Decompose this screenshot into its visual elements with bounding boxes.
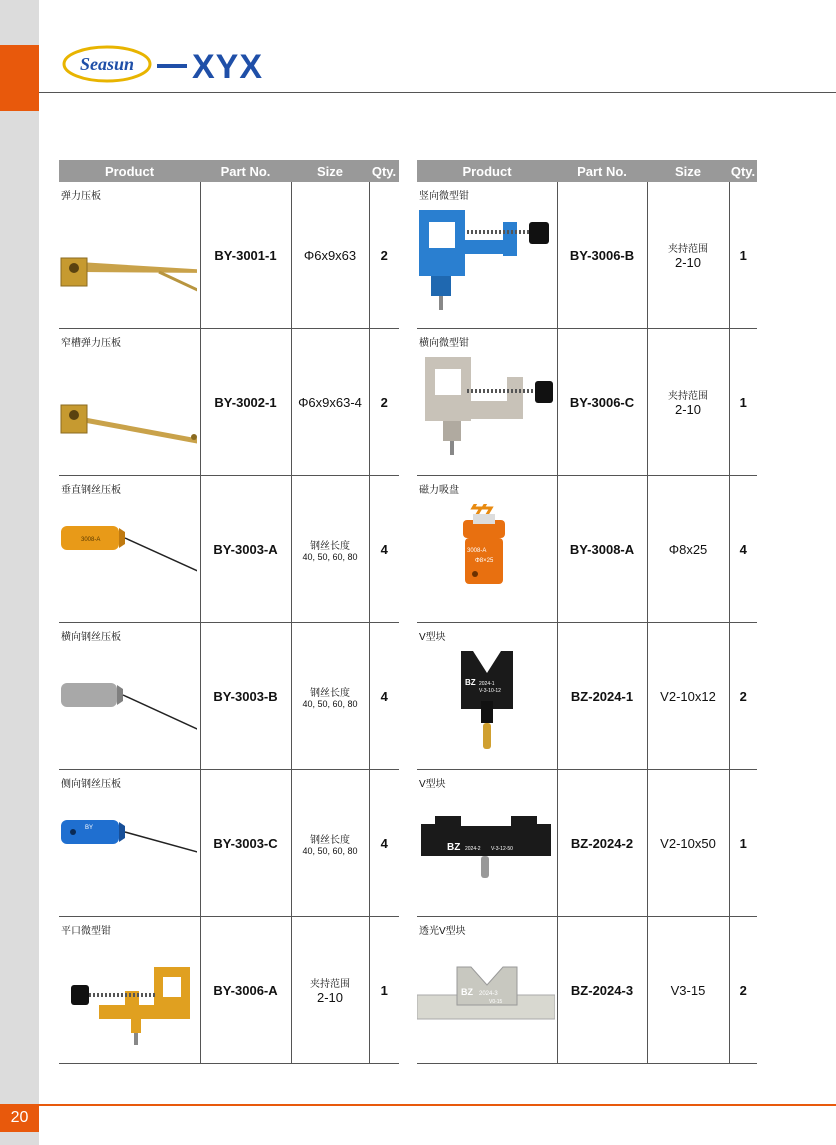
vblock2-label-a: BZ <box>447 842 461 853</box>
qty-value: 4 <box>380 541 388 557</box>
size-value: 40, 50, 60, 80 <box>302 845 358 856</box>
size-label: 夹持范围 <box>310 979 350 990</box>
blue-vertical-vise-image <box>417 210 555 320</box>
footer-rule <box>0 1104 836 1106</box>
orange-side-tab <box>0 45 39 111</box>
qty-value: 4 <box>380 835 388 851</box>
table-row <box>417 917 757 1064</box>
col-qty: Qty. <box>729 160 757 182</box>
size-label: 钢丝长度 <box>310 687 350 699</box>
product-name: 平口微型钳 <box>61 926 111 937</box>
left-sidebar <box>0 0 39 1145</box>
clear-label-b: 2024-3 <box>479 991 498 997</box>
table-row <box>417 329 757 476</box>
size-value: 2-10 <box>316 990 344 1005</box>
product-cell <box>417 623 557 770</box>
logo-text: Seasun <box>79 54 135 74</box>
table-row <box>59 476 399 623</box>
product-cell <box>59 917 200 1064</box>
magnet-label-2: Φ8×25 <box>475 558 494 564</box>
col-product: Product <box>417 160 557 182</box>
size-label: 夹持范围 <box>668 244 708 255</box>
table-row <box>417 182 757 329</box>
v-block-wide-image <box>417 798 555 908</box>
table-row <box>417 476 757 623</box>
product-cell <box>417 182 557 329</box>
qty-value: 2 <box>739 688 747 704</box>
gold-mini-vise-image <box>59 945 197 1055</box>
product-cell <box>417 329 557 476</box>
qty-value: 4 <box>380 688 388 704</box>
product-name: V型块 <box>419 632 446 643</box>
size-value: 40, 50, 60, 80 <box>302 551 358 562</box>
part-number: BY-3006-A <box>213 982 278 998</box>
part-number: BY-3002-1 <box>214 394 277 410</box>
product-name: 弹力压板 <box>61 191 101 202</box>
size-label: 钢丝长度 <box>310 540 350 552</box>
qty-value: 1 <box>739 247 747 263</box>
size-value: V3-15 <box>670 982 706 998</box>
product-name: 侧向钢丝压板 <box>61 779 121 790</box>
col-size: Size <box>291 160 369 182</box>
size-label: 钢丝长度 <box>310 834 350 846</box>
table-header <box>417 160 757 182</box>
product-name: 横向钢丝压板 <box>61 632 121 643</box>
table-row <box>59 623 399 770</box>
brass-clamp-lever-narrow-image <box>59 357 197 467</box>
size-label: 夹持范围 <box>668 391 708 402</box>
vblock2-label-b: 2024-2 <box>465 846 481 852</box>
size-value: Φ6x9x63 <box>303 247 357 263</box>
silver-horizontal-vise-image <box>417 357 555 467</box>
product-name: 透光V型块 <box>419 926 466 937</box>
magnetic-chuck-image <box>417 504 555 614</box>
part-number: BY-3003-B <box>213 688 278 704</box>
product-cell <box>417 917 557 1064</box>
magnet-label-1: 3008-A <box>467 548 487 554</box>
col-product: Product <box>59 160 200 182</box>
size-value: Φ6x9x63-4 <box>298 394 362 410</box>
blue-clamp-label: BY <box>85 825 94 831</box>
part-number: BZ-2024-3 <box>570 982 634 998</box>
qty-value: 2 <box>380 247 388 263</box>
clear-v-block-image <box>417 945 555 1055</box>
v-block-small-image <box>417 651 555 761</box>
brand-name: XYX <box>192 48 264 86</box>
qty-value: 4 <box>739 541 747 557</box>
size-value: 40, 50, 60, 80 <box>302 698 358 709</box>
logo-dash <box>157 64 187 68</box>
blue-wire-clamp-image <box>59 798 197 908</box>
col-part-no: Part No. <box>557 160 647 182</box>
gold-wire-label: 3008-A <box>81 537 101 543</box>
product-cell <box>417 476 557 623</box>
product-name: 窄槽弹力压板 <box>61 338 121 349</box>
col-qty: Qty. <box>369 160 399 182</box>
size-value: 2-10 <box>674 255 702 270</box>
clear-label-a: BZ <box>461 987 473 997</box>
product-name: 竖向微型钳 <box>419 191 469 202</box>
header-rule <box>39 92 836 93</box>
right-product-table <box>417 160 757 1064</box>
table-row <box>417 770 757 917</box>
product-cell <box>59 329 200 476</box>
product-name: 磁力吸盘 <box>419 485 459 496</box>
product-cell <box>59 623 200 770</box>
part-number: BY-3008-A <box>569 541 635 557</box>
size-value: Φ8x25 <box>668 541 708 557</box>
table-row <box>59 182 399 329</box>
qty-value: 1 <box>380 982 388 998</box>
part-number: BY-3006-C <box>569 394 635 410</box>
col-size: Size <box>647 160 729 182</box>
product-name: V型块 <box>419 779 446 790</box>
table-row <box>59 329 399 476</box>
table-header <box>59 160 399 182</box>
size-value: V2-10x50 <box>660 835 716 851</box>
qty-value: 2 <box>380 394 388 410</box>
vblock1-label-a: BZ <box>465 678 476 687</box>
qty-value: 1 <box>739 835 747 851</box>
left-product-table <box>59 160 399 1064</box>
col-part-no: Part No. <box>200 160 291 182</box>
part-number: BZ-2024-1 <box>570 688 634 704</box>
product-name: 垂直钢丝压板 <box>61 485 121 496</box>
product-cell <box>59 770 200 917</box>
part-number: BY-3001-1 <box>214 247 277 263</box>
vblock1-label-b: 2024-1 <box>479 681 495 687</box>
qty-value: 2 <box>739 982 747 998</box>
part-number: BZ-2024-2 <box>570 835 634 851</box>
size-value: 2-10 <box>674 402 702 417</box>
part-number: BY-3003-A <box>213 541 278 557</box>
part-number: BY-3006-B <box>569 247 635 263</box>
size-value: V2-10x12 <box>660 688 716 704</box>
qty-value: 1 <box>739 394 747 410</box>
table-row <box>59 917 399 1064</box>
product-cell <box>59 182 200 329</box>
seasun-logo <box>62 44 152 84</box>
vblock1-label-c: V-3-10-12 <box>479 688 501 694</box>
vblock2-label-c: V-3-12-50 <box>491 846 513 852</box>
gold-wire-clamp-image <box>59 504 197 614</box>
product-cell <box>59 476 200 623</box>
part-number: BY-3003-C <box>213 835 278 851</box>
product-cell <box>417 770 557 917</box>
clear-label-c: V0-15 <box>489 999 503 1005</box>
page-number: 20 <box>0 1104 39 1132</box>
table-row <box>417 623 757 770</box>
product-name: 横向微型钳 <box>419 338 469 349</box>
brass-clamp-lever-image <box>59 210 197 320</box>
table-row <box>59 770 399 917</box>
silver-wire-clamp-image <box>59 651 197 761</box>
